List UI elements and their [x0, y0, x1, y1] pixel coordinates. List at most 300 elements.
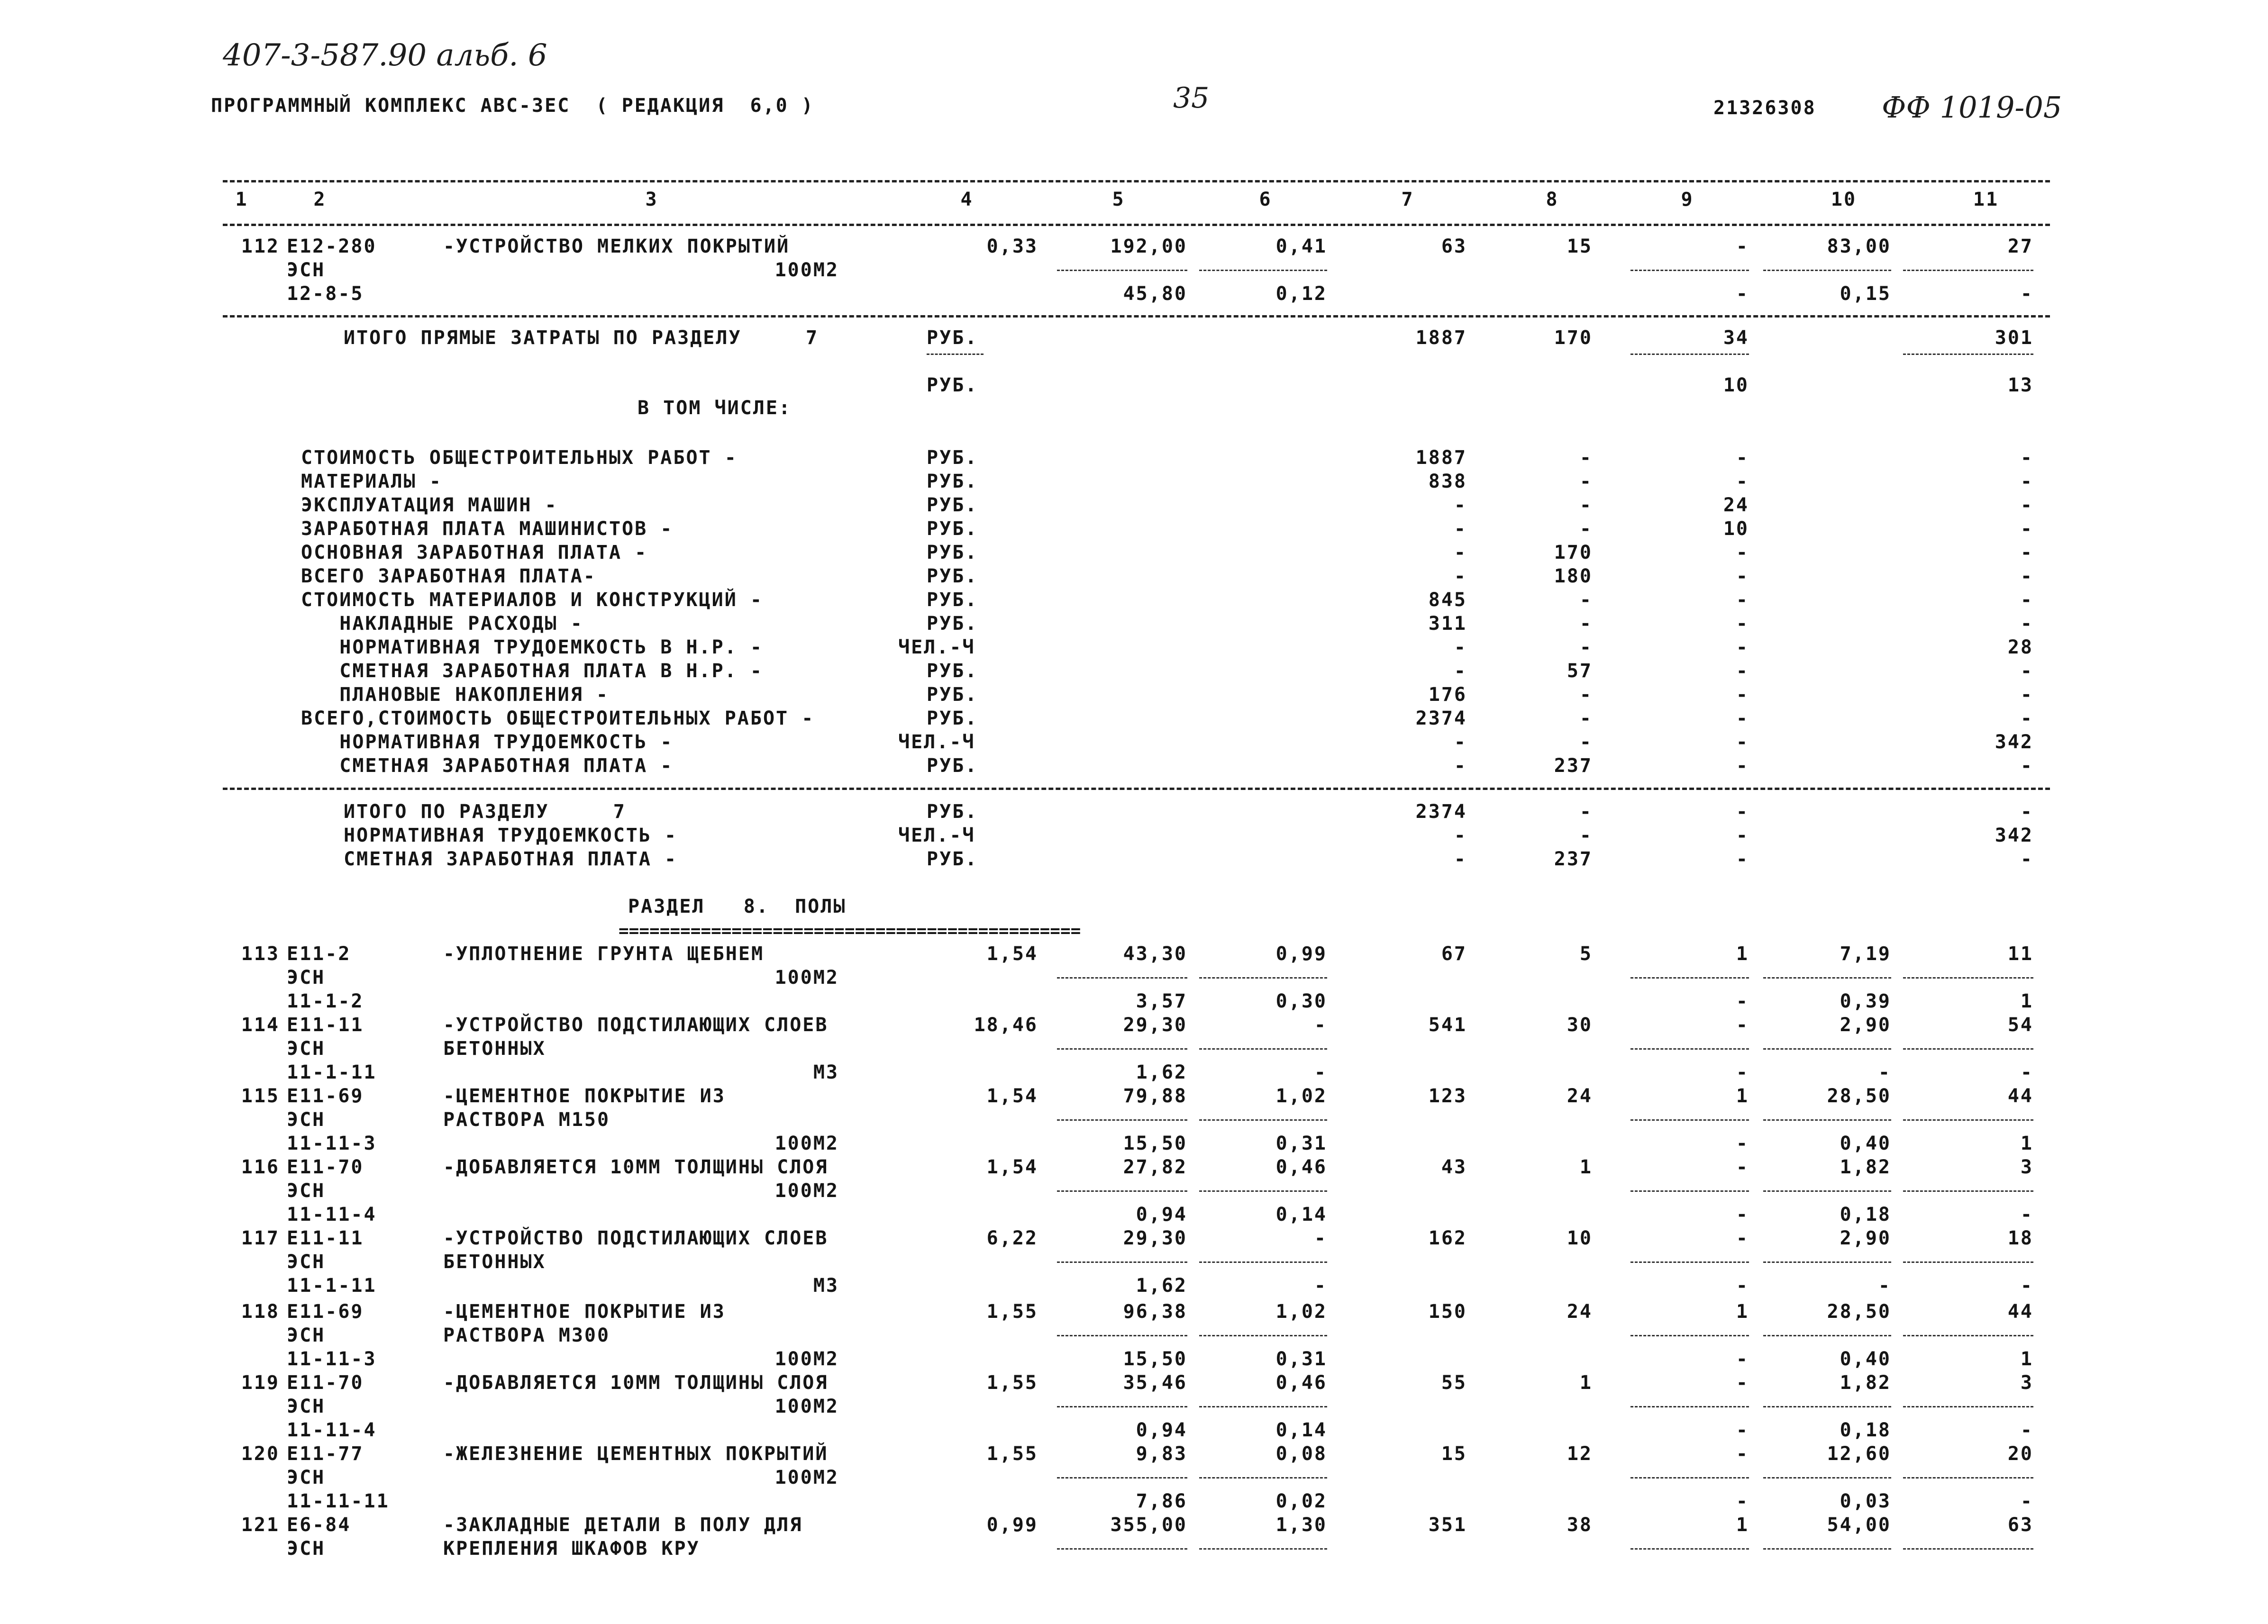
cell-c11: - — [2020, 801, 2033, 823]
cell-c5-wage: 0,94 — [1136, 1419, 1187, 1441]
section-heading-underline: ============================================= — [619, 921, 1081, 941]
cell-c4: 1,55 — [986, 1301, 1038, 1323]
cell-underline — [1057, 1119, 1187, 1121]
rate-code-source: ЭСН — [287, 1325, 326, 1346]
cell-c8: 237 — [1554, 848, 1593, 870]
column-header-9: 9 — [1681, 189, 1694, 210]
section-total-label: СМЕТНАЯ ЗАРАБОТНАЯ ПЛАТА - — [344, 848, 678, 870]
cell-c11: 44 — [2007, 1085, 2033, 1107]
cell-c9: - — [1736, 589, 1749, 611]
cell-c11: 20 — [2007, 1443, 2033, 1465]
cell-c9: - — [1736, 731, 1749, 753]
cell-c5-wage: 15,50 — [1123, 1348, 1187, 1370]
cell-underline — [1763, 1261, 1891, 1263]
cell-c4: 1,54 — [986, 943, 1038, 965]
cell-c8: - — [1579, 494, 1593, 516]
work-description: -УСТРОЙСТВО ПОДСТИЛАЮЩИХ СЛОЕВ — [443, 1014, 829, 1036]
cell-c6-wage: 0,14 — [1275, 1204, 1327, 1225]
cell-c8: 38 — [1567, 1514, 1593, 1536]
cell-c11: - — [2020, 589, 2033, 611]
cell-underline — [927, 354, 984, 355]
cell-c10: 1,82 — [1840, 1372, 1891, 1394]
cell-underline — [1057, 977, 1187, 979]
unit-label: ЧЕЛ.-Ч — [898, 636, 975, 658]
cell-c9: - — [1736, 1156, 1749, 1178]
column-header-7: 7 — [1401, 189, 1414, 210]
cell-c8: 1 — [1579, 1156, 1593, 1178]
cell-c9: - — [1736, 1014, 1749, 1036]
table-top-rule — [223, 180, 2050, 182]
breakdown-label: СТОИМОСТЬ МАТЕРИАЛОВ И КОНСТРУКЦИЙ - — [301, 589, 763, 611]
column-header-6: 6 — [1259, 189, 1272, 210]
unit-of-measure: 100М2 — [774, 1180, 839, 1202]
cell-c4: 1,55 — [986, 1443, 1038, 1465]
cell-c7: 351 — [1428, 1514, 1467, 1536]
cell-c6: - — [1314, 1227, 1327, 1249]
cell-c7: 2374 — [1415, 801, 1467, 823]
cell-c8: - — [1579, 447, 1593, 469]
cell-c6: 0,41 — [1275, 236, 1327, 257]
cell-c9: - — [1736, 660, 1749, 682]
cell-c11: 342 — [1995, 825, 2033, 846]
cell-c9-wage: - — [1736, 283, 1749, 305]
cell-underline — [1630, 1548, 1749, 1550]
cell-underline — [1763, 1548, 1891, 1550]
cell-c11: 3 — [2020, 1372, 2033, 1394]
cell-c11: 63 — [2007, 1514, 2033, 1536]
rate-code: Е11-69 — [287, 1085, 364, 1107]
cell-c7: 150 — [1428, 1301, 1467, 1323]
rate-code-reference: 11-11-11 — [287, 1490, 390, 1512]
handwritten-reference: 407-3-587.90 альб. 6 — [223, 38, 547, 73]
cell-c11-wage: 1 — [2020, 1133, 2033, 1154]
work-description-cont: БЕТОННЫХ — [443, 1251, 546, 1273]
cell-underline — [1763, 1406, 1891, 1407]
cell-c11: - — [2020, 613, 2033, 635]
cell-c6-wage: - — [1314, 1275, 1327, 1297]
cell-c7: - — [1454, 565, 1467, 587]
rate-code-source: ЭСН — [287, 1251, 326, 1273]
cell-underline — [1199, 977, 1327, 979]
work-description: -ЖЕЛЕЗНЕНИЕ ЦЕМЕНТНЫХ ПОКРЫТИЙ — [443, 1443, 829, 1465]
cell-c11: 3 — [2020, 1156, 2033, 1178]
cell-c9-wage: - — [1736, 1348, 1749, 1370]
cell-underline — [1763, 1190, 1891, 1192]
cell-underline — [1630, 270, 1749, 271]
cell-c4: 0,33 — [986, 236, 1038, 257]
cell-c10-wage: 0,40 — [1840, 1348, 1891, 1370]
work-description-cont: БЕТОННЫХ — [443, 1038, 546, 1060]
cell-c7: - — [1454, 755, 1467, 777]
cell-c10: 12,60 — [1827, 1443, 1891, 1465]
cell-c4: 1,55 — [986, 1372, 1038, 1394]
cell-c9: - — [1736, 542, 1749, 563]
cell-c6: 0,99 — [1275, 943, 1327, 965]
cell-c11-wage: - — [2020, 1275, 2033, 1297]
unit-label: РУБ. — [927, 708, 978, 729]
breakdown-label: СТОИМОСТЬ ОБЩЕСТРОИТЕЛЬНЫХ РАБОТ - — [301, 447, 738, 469]
unit-label: РУБ. — [927, 848, 978, 870]
unit-of-measure: М3 — [813, 1275, 839, 1297]
rate-code-source: ЭСН — [287, 1396, 326, 1417]
work-description: -УСТРОЙСТВО ПОДСТИЛАЮЩИХ СЛОЕВ — [443, 1227, 829, 1249]
cell-c7: 15 — [1441, 1443, 1467, 1465]
cell-c8: - — [1579, 613, 1593, 635]
cell-c6: 1,30 — [1275, 1514, 1327, 1536]
unit-label: РУБ. — [927, 471, 978, 492]
rate-code-source: ЭСН — [287, 967, 326, 989]
cell-underline — [1903, 1548, 2033, 1550]
cell-underline — [1630, 1048, 1749, 1050]
cell-c8: 5 — [1579, 943, 1593, 965]
row-number: 120 — [241, 1443, 280, 1465]
cell-c11: - — [2020, 755, 2033, 777]
cell-c11: 18 — [2007, 1227, 2033, 1249]
cell-c5: 9,83 — [1136, 1443, 1187, 1465]
column-header-5: 5 — [1112, 189, 1125, 210]
cell-underline — [1630, 1119, 1749, 1121]
work-description: -УПЛОТНЕНИЕ ГРУНТА ЩЕБНЕМ — [443, 943, 765, 965]
cell-underline — [1630, 1190, 1749, 1192]
cell-c7: 311 — [1428, 613, 1467, 635]
cell-c7: - — [1454, 731, 1467, 753]
cell-underline — [1903, 1261, 2033, 1263]
cell-underline — [1199, 270, 1327, 271]
cell-c5-wage: 0,94 — [1136, 1204, 1187, 1225]
cell-underline — [1057, 270, 1187, 271]
handwritten-page-number: 35 — [1173, 82, 1210, 115]
breakdown-label: СМЕТНАЯ ЗАРАБОТНАЯ ПЛАТА - — [301, 755, 674, 777]
cell-c10: 2,90 — [1840, 1014, 1891, 1036]
cell-underline — [1763, 977, 1891, 979]
cell-c7: - — [1454, 636, 1467, 658]
cell-c10-wage: - — [1878, 1061, 1891, 1083]
cell-c9: - — [1736, 708, 1749, 729]
cell-c10-wage: 0,15 — [1840, 283, 1891, 305]
row-number: 112 — [241, 236, 280, 257]
cell-c11-wage: - — [2020, 1419, 2033, 1441]
cell-c8: 30 — [1567, 1014, 1593, 1036]
cell-c8: - — [1579, 708, 1593, 729]
cell-c5: 29,30 — [1123, 1227, 1187, 1249]
unit-label: РУБ. — [927, 374, 978, 396]
cell-c10-wage: 0,39 — [1840, 990, 1891, 1012]
cell-c4: 6,22 — [986, 1227, 1038, 1249]
cell-c7: 1887 — [1415, 327, 1467, 349]
cell-c6-wage: 0,14 — [1275, 1419, 1327, 1441]
breakdown-subheading: В ТОМ ЧИСЛЕ: — [638, 397, 792, 419]
cell-c11: - — [2020, 542, 2033, 563]
cell-c8: - — [1579, 518, 1593, 540]
unit-label: РУБ. — [927, 518, 978, 540]
cell-c8: - — [1579, 589, 1593, 611]
cell-c4: 0,99 — [986, 1514, 1038, 1536]
work-description: -ЦЕМЕНТНОЕ ПОКРЫТИЕ ИЗ — [443, 1085, 726, 1107]
cell-c8: 24 — [1567, 1301, 1593, 1323]
cell-c10: 28,50 — [1827, 1085, 1891, 1107]
rate-code-reference: 11-11-3 — [287, 1133, 377, 1154]
rate-code: Е11-11 — [287, 1227, 364, 1249]
cell-c7: 55 — [1441, 1372, 1467, 1394]
cell-c11: - — [2020, 848, 2033, 870]
cell-underline — [1199, 1119, 1327, 1121]
cell-c7: - — [1454, 494, 1467, 516]
unit-label: РУБ. — [927, 660, 978, 682]
cell-underline — [1763, 1048, 1891, 1050]
rate-code: Е11-11 — [287, 1014, 364, 1036]
cell-c6-wage: - — [1314, 1061, 1327, 1083]
cell-underline — [1057, 1048, 1187, 1050]
column-header-rule — [223, 224, 2050, 226]
cell-underline — [1057, 1477, 1187, 1479]
rate-code-source: ЭСН — [287, 1038, 326, 1060]
unit-label: РУБ. — [927, 327, 978, 349]
cell-c7: 67 — [1441, 943, 1467, 965]
cell-c8: - — [1579, 636, 1593, 658]
breakdown-label: ВСЕГО ЗАРАБОТНАЯ ПЛАТА- — [301, 565, 596, 587]
cell-c9: - — [1736, 848, 1749, 870]
cell-c11: 27 — [2007, 236, 2033, 257]
cell-c6: - — [1314, 1014, 1327, 1036]
row-number: 117 — [241, 1227, 280, 1249]
rate-code: Е11-69 — [287, 1301, 364, 1323]
cell-c10: 83,00 — [1827, 236, 1891, 257]
cell-c11-wage: - — [2020, 1490, 2033, 1512]
cell-underline — [1903, 1048, 2033, 1050]
cell-c11-wage: - — [2020, 1061, 2033, 1083]
cell-c8: - — [1579, 825, 1593, 846]
work-description-cont: КРЕПЛЕНИЯ ШКАФОВ КРУ — [443, 1538, 700, 1560]
cell-c11: - — [2020, 708, 2033, 729]
cell-c10-wage: 0,18 — [1840, 1419, 1891, 1441]
row-number: 121 — [241, 1514, 280, 1536]
handwritten-code: ФФ 1019-05 — [1882, 90, 2062, 125]
cell-c9: 1 — [1736, 943, 1749, 965]
cell-c11: - — [2020, 447, 2033, 469]
cell-c5-wage: 7,86 — [1136, 1490, 1187, 1512]
row-number: 114 — [241, 1014, 280, 1036]
unit-label: РУБ. — [927, 494, 978, 516]
cell-c9: - — [1736, 825, 1749, 846]
cell-c11: - — [2020, 660, 2033, 682]
cell-c4: 1,54 — [986, 1156, 1038, 1178]
cell-c7: - — [1454, 825, 1467, 846]
cell-c8: 170 — [1554, 327, 1593, 349]
section-total-label: НОРМАТИВНАЯ ТРУДОЕМКОСТЬ - — [344, 825, 678, 846]
cell-c9-wage: - — [1736, 1204, 1749, 1225]
rate-code: Е6-84 — [287, 1514, 351, 1536]
cell-c11: - — [2020, 494, 2033, 516]
work-description: -ДОБАВЛЯЕТСЯ 10ММ ТОЛЩИНЫ СЛОЯ — [443, 1156, 829, 1178]
unit-of-measure: 100М2 — [774, 967, 839, 989]
cell-c9-wage: - — [1736, 1061, 1749, 1083]
rate-code-source: ЭСН — [287, 1538, 326, 1560]
cell-c9: - — [1736, 447, 1749, 469]
cell-underline — [1903, 977, 2033, 979]
cell-c5-wage: 3,57 — [1136, 990, 1187, 1012]
cell-underline — [1199, 1406, 1327, 1407]
unit-label: РУБ. — [927, 755, 978, 777]
cell-c11-wage: 1 — [2020, 990, 2033, 1012]
cell-c10-wage: 0,40 — [1840, 1133, 1891, 1154]
cell-c5: 29,30 — [1123, 1014, 1187, 1036]
cell-c7: 123 — [1428, 1085, 1467, 1107]
column-header-8: 8 — [1546, 189, 1559, 210]
rate-code-reference: 11-1-11 — [287, 1061, 377, 1083]
rate-code: Е11-70 — [287, 1156, 364, 1178]
work-description-cont: РАСТВОРА М300 — [443, 1325, 610, 1346]
cell-c9: - — [1736, 755, 1749, 777]
cell-c5: 355,00 — [1110, 1514, 1187, 1536]
cell-underline — [1199, 1190, 1327, 1192]
cell-c9-wage: - — [1736, 1419, 1749, 1441]
row-number: 119 — [241, 1372, 280, 1394]
cell-c10: 28,50 — [1827, 1301, 1891, 1323]
column-header-1: 1 — [235, 189, 248, 210]
cell-c5-wage: 1,62 — [1136, 1275, 1187, 1297]
cell-c9: 10 — [1723, 518, 1749, 540]
cell-c8: 170 — [1554, 542, 1593, 563]
cell-c10: 2,90 — [1840, 1227, 1891, 1249]
column-header-3: 3 — [645, 189, 658, 210]
work-description-cont: РАСТВОРА М150 — [443, 1109, 610, 1131]
cell-c7: 176 — [1428, 684, 1467, 706]
cell-c6-wage: 0,30 — [1275, 990, 1327, 1012]
cell-c5: 96,38 — [1123, 1301, 1187, 1323]
work-description: -ЦЕМЕНТНОЕ ПОКРЫТИЕ ИЗ — [443, 1301, 726, 1323]
cell-c7: - — [1454, 848, 1467, 870]
cell-c9-wage: - — [1736, 1133, 1749, 1154]
cell-c10-wage: 0,03 — [1840, 1490, 1891, 1512]
cell-underline — [1199, 1548, 1327, 1550]
cell-c6: 1,02 — [1275, 1301, 1327, 1323]
unit-label: ЧЕЛ.-Ч — [898, 825, 975, 846]
section-rule — [223, 788, 2050, 790]
unit-of-measure: М3 — [813, 1061, 839, 1083]
cell-c10: 7,19 — [1840, 943, 1891, 965]
breakdown-label: НОРМАТИВНАЯ ТРУДОЕМКОСТЬ - — [301, 731, 674, 753]
unit-label: РУБ. — [927, 542, 978, 563]
rate-code-source: ЭСН — [287, 259, 326, 281]
cell-c11-wage: - — [2020, 1204, 2033, 1225]
cell-c7: 1887 — [1415, 447, 1467, 469]
cell-c7: 2374 — [1415, 708, 1467, 729]
cell-c7: 162 — [1428, 1227, 1467, 1249]
unit-of-measure: 100М2 — [774, 1133, 839, 1154]
breakdown-label: ПЛАНОВЫЕ НАКОПЛЕНИЯ - — [301, 684, 609, 706]
unit-label: РУБ. — [927, 801, 978, 823]
breakdown-label: ВСЕГО,СТОИМОСТЬ ОБЩЕСТРОИТЕЛЬНЫХ РАБОТ - — [301, 708, 815, 729]
cell-c11-wage: - — [2020, 283, 2033, 305]
cell-c5-wage: 15,50 — [1123, 1133, 1187, 1154]
cell-c10-wage: 0,18 — [1840, 1204, 1891, 1225]
cell-underline — [1903, 1335, 2033, 1336]
cell-c7: - — [1454, 518, 1467, 540]
rate-code: Е11-2 — [287, 943, 351, 965]
unit-label: РУБ. — [927, 684, 978, 706]
unit-of-measure: 100М2 — [774, 1396, 839, 1417]
rate-code: Е11-77 — [287, 1443, 364, 1465]
cell-underline — [1199, 1048, 1327, 1050]
cell-c11: 13 — [2007, 374, 2033, 396]
cell-c7: 541 — [1428, 1014, 1467, 1036]
cell-c9: 1 — [1736, 1085, 1749, 1107]
cell-underline — [1763, 1477, 1891, 1479]
cell-c8: 180 — [1554, 565, 1593, 587]
cell-c11: 11 — [2007, 943, 2033, 965]
cell-c5: 192,00 — [1110, 236, 1187, 257]
rate-code: Е12-280 — [287, 236, 377, 257]
cell-c11: 342 — [1995, 731, 2033, 753]
breakdown-label: НАКЛАДНЫЕ РАСХОДЫ - — [301, 613, 583, 635]
cell-c7: - — [1454, 542, 1467, 563]
cell-c11: - — [2020, 471, 2033, 492]
cell-c6-wage: 0,02 — [1275, 1490, 1327, 1512]
cell-c9: - — [1736, 471, 1749, 492]
cell-underline — [1199, 1261, 1327, 1263]
cell-c9: - — [1736, 684, 1749, 706]
cell-underline — [1630, 1477, 1749, 1479]
cell-underline — [1903, 354, 2033, 355]
unit-label: РУБ. — [927, 565, 978, 587]
rate-code-source: ЭСН — [287, 1467, 326, 1488]
cell-c6-wage: 0,31 — [1275, 1133, 1327, 1154]
cell-c5-wage: 45,80 — [1123, 283, 1187, 305]
cell-c10: 54,00 — [1827, 1514, 1891, 1536]
cell-c9-wage: - — [1736, 1275, 1749, 1297]
cell-underline — [1903, 1477, 2033, 1479]
breakdown-label: ОСНОВНАЯ ЗАРАБОТНАЯ ПЛАТА - — [301, 542, 648, 563]
cell-c9: - — [1736, 613, 1749, 635]
cell-c11-wage: 1 — [2020, 1348, 2033, 1370]
cell-underline — [1630, 1335, 1749, 1336]
cell-underline — [1903, 270, 2033, 271]
cell-c8: 12 — [1567, 1443, 1593, 1465]
cell-c9: 10 — [1723, 374, 1749, 396]
row-number: 116 — [241, 1156, 280, 1178]
cell-c8: 10 — [1567, 1227, 1593, 1249]
rate-code-reference: 11-11-4 — [287, 1419, 377, 1441]
cell-c6-wage: 0,31 — [1275, 1348, 1327, 1370]
cell-c9-wage: - — [1736, 1490, 1749, 1512]
cell-underline — [1763, 1119, 1891, 1121]
unit-of-measure: 100М2 — [774, 1348, 839, 1370]
cell-underline — [1903, 1190, 2033, 1192]
cell-c6: 0,46 — [1275, 1156, 1327, 1178]
rate-code-reference: 12-8-5 — [287, 283, 364, 305]
cell-c8: 237 — [1554, 755, 1593, 777]
row-number: 113 — [241, 943, 280, 965]
cell-c11: 44 — [2007, 1301, 2033, 1323]
cell-c8: 15 — [1567, 236, 1593, 257]
cell-underline — [1630, 1261, 1749, 1263]
cell-c9: - — [1736, 801, 1749, 823]
cell-c7: 845 — [1428, 589, 1467, 611]
cell-c9-wage: - — [1736, 990, 1749, 1012]
section-heading: РАЗДЕЛ 8. ПОЛЫ — [628, 896, 847, 917]
cell-c5: 27,82 — [1123, 1156, 1187, 1178]
cell-c9: - — [1736, 1372, 1749, 1394]
cell-c9: 34 — [1723, 327, 1749, 349]
cell-c5-wage: 1,62 — [1136, 1061, 1187, 1083]
unit-label: РУБ. — [927, 613, 978, 635]
cell-c9: 1 — [1736, 1514, 1749, 1536]
breakdown-label: ЭКСПЛУАТАЦИЯ МАШИН - — [301, 494, 558, 516]
cell-c9: - — [1736, 236, 1749, 257]
cell-underline — [1057, 1335, 1187, 1336]
cell-underline — [1199, 1477, 1327, 1479]
cell-c11: - — [2020, 684, 2033, 706]
